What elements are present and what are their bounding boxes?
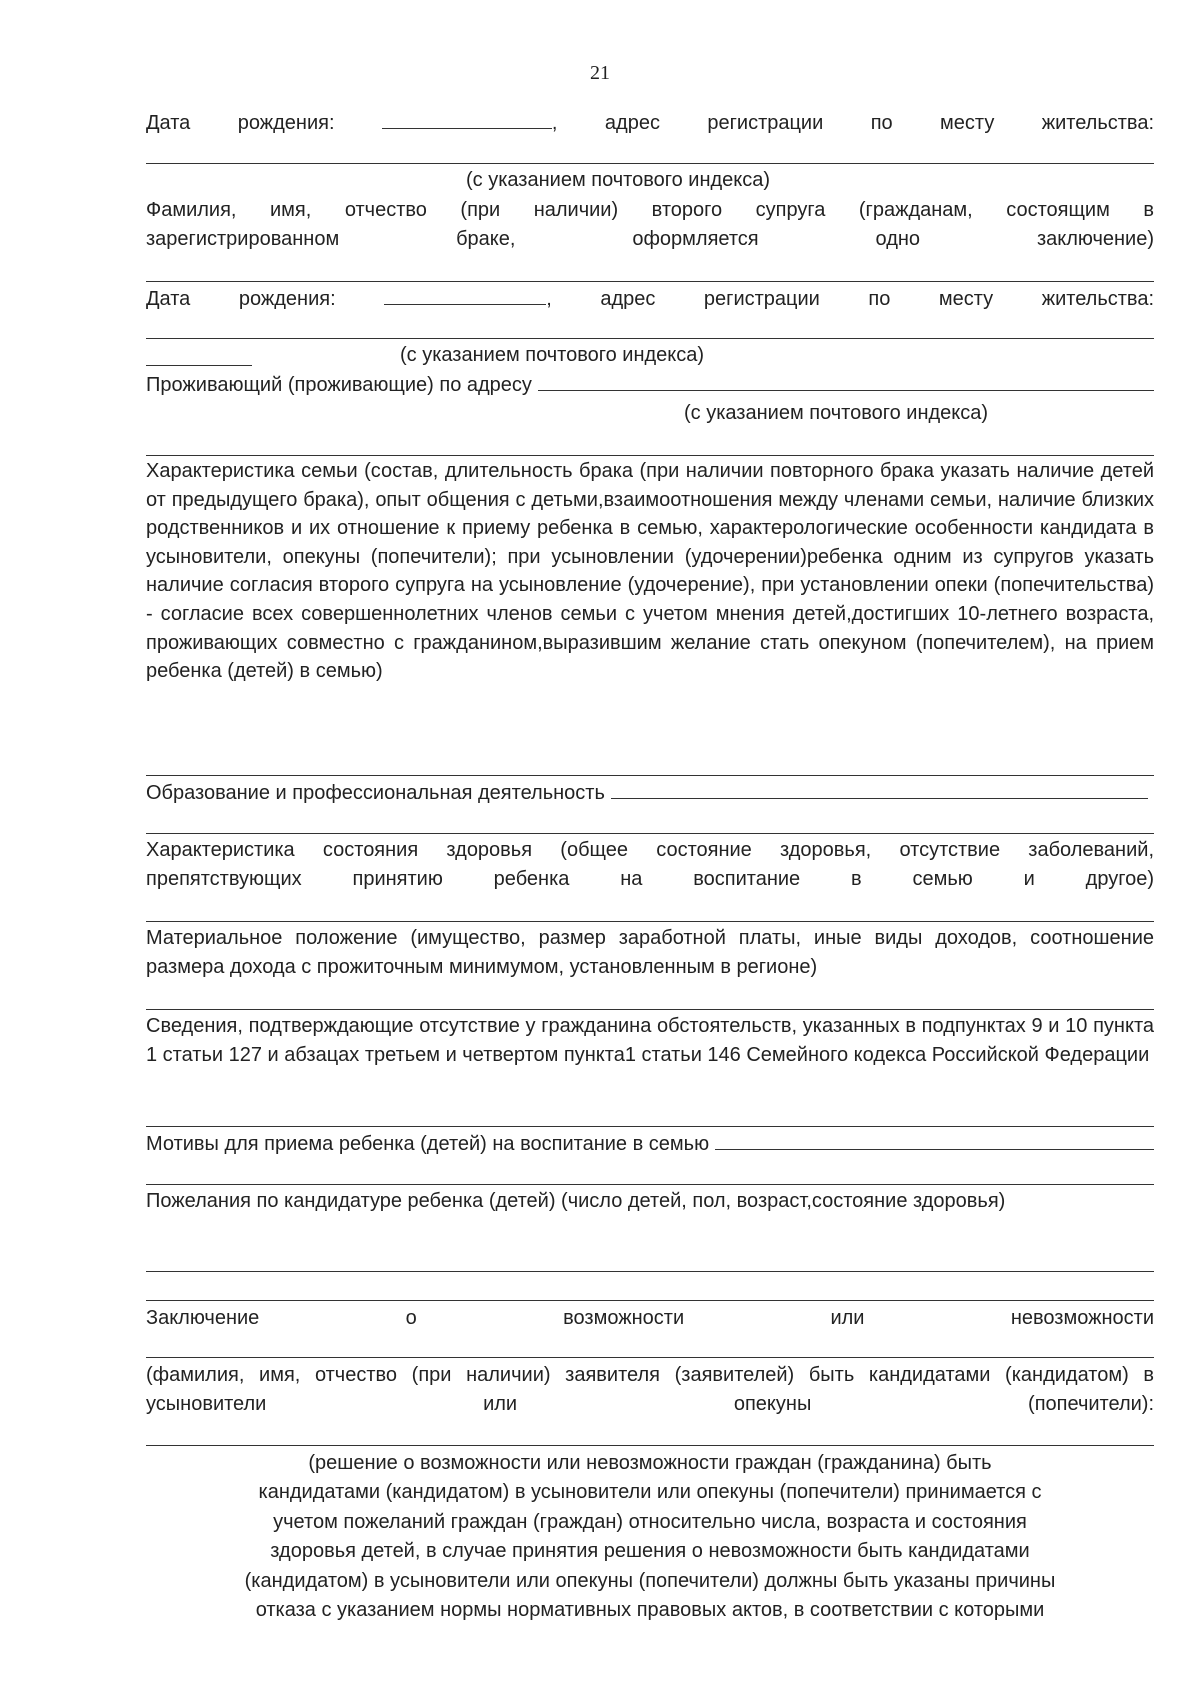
comma: , xyxy=(551,112,558,134)
health-field-line[interactable] xyxy=(146,921,1154,922)
spouse-birth-address-row xyxy=(146,284,1154,314)
conclusion-note-line: (решение о возможности или невозможности граждан (гражданина) быть xyxy=(308,1452,992,1474)
spouse-postal-index-hint: (с указанием почтового индекса) xyxy=(400,344,705,366)
applicant-birth-address-row xyxy=(146,108,1154,138)
education-label: Образование и профессиональная деятельность xyxy=(146,782,605,804)
conclusion-note-line: отказа с указанием нормы нормативных правовых актов, в соответствии с которыми xyxy=(255,1599,1045,1622)
residence-row xyxy=(146,370,1154,400)
education-field[interactable] xyxy=(611,778,1148,799)
conclusion-note-line: (кандидатом) в усыновители или опекуны (попечители) должны быть указаны причины xyxy=(244,1569,1056,1592)
motives-label: Мотивы для приема ребенка (детей) на воспитание в семью xyxy=(146,1133,710,1155)
circumstances-text: Сведения, подтверждающие отсутствие у гражданина обстоятельств, указанных в подпунктах 9 и 10 пункта 1 статьи 127 и абзацах третьем и четвертом пункта1 статьи 146 Семейного кодекса Российской Федерации xyxy=(146,1015,1154,1066)
conclusion-fio-text: (фамилия, имя, отчество (при наличии) заявителя (заявителей) быть кандидатами (кандидатом) в усыновители или опекуны (попечители): xyxy=(146,1364,1154,1415)
spouse-birth-date-field[interactable] xyxy=(384,284,546,305)
spouse-address-short-line[interactable] xyxy=(146,365,252,366)
education-field-line[interactable] xyxy=(146,833,1154,834)
material-field-line[interactable] xyxy=(146,1009,1154,1010)
birth-date-label: Дата рождения: xyxy=(146,112,335,134)
residence-field[interactable] xyxy=(538,370,1154,391)
residence-index-hint: (с указанием почтового индекса) xyxy=(684,402,989,424)
conclusion-note-line: кандидатами (кандидатом) в усыновители или опекуны (попечители) принимается с xyxy=(258,1481,1042,1504)
residence-field-line[interactable] xyxy=(146,455,1154,456)
health-text: Характеристика состояния здоровья (общее состояние здоровья, отсутствие заболеваний, препятствующих принятию ребенка на воспитание в семью и другое) xyxy=(146,839,1154,890)
birth-date-label: Дата рождения: xyxy=(146,288,336,310)
postal-index-hint: (с указанием почтового индекса) xyxy=(466,169,771,191)
motives-field-line[interactable] xyxy=(146,1184,1154,1185)
conclusion-fio-field-line[interactable] xyxy=(146,1445,1154,1446)
spouse-name-field-line[interactable] xyxy=(146,281,1154,282)
circumstances-field-line[interactable] xyxy=(146,1126,1154,1127)
conclusion-title: Заключение о возможности или невозможности xyxy=(146,1307,1154,1329)
spouse-address-field-line[interactable] xyxy=(146,338,1154,339)
conclusion-note-line: здоровья детей, в случае принятия решения о невозможности быть кандидатами xyxy=(270,1540,1030,1563)
family-characteristic-text: Характеристика семьи (состав, длительность брака (при наличии повторного брака указать наличие детей от предыдущего брака), опыт общения с детьми,взаимоотношения между членами семьи, наличие близких родственников и их отношение к приему ребенка в семью, характерологические особенности кандидата в усыновители, опекуны (попечители); при усыновлении (удочерении)ребенка одним из супругов указать наличие согласия второго супруга на усыновление (удочерение), при установлении опеки (попечительства) - согласие всех совершеннолетних членов семьи с учетом мнения детей,достигших 10-летнего возраста, проживающих совместно с гражданином,выразившим желание стать опекуном (попечителем), на прием ребенка (детей) в семью) xyxy=(146,460,1154,683)
education-row xyxy=(146,778,1154,808)
comma: , xyxy=(546,288,552,310)
birth-date-field[interactable] xyxy=(382,108,552,129)
motives-row xyxy=(146,1129,1154,1159)
address-label: адрес регистрации по месту жительства: xyxy=(604,112,1155,134)
page-number: 21 xyxy=(590,62,610,84)
spouse-heading-line2: зарегистрированном браке, оформляется одно заключение) xyxy=(146,228,1154,250)
spouse-heading-line1: Фамилия, имя, отчество (при наличии) второго супруга (гражданам, состоящим в xyxy=(146,199,1154,221)
motives-field[interactable] xyxy=(715,1129,1154,1150)
conclusion-note-line: учетом пожеланий граждан (граждан) относительно числа, возраста и состояния xyxy=(273,1510,1027,1533)
address-label: адрес регистрации по месту жительства: xyxy=(600,288,1154,310)
wishes-text: Пожелания по кандидатуре ребенка (детей) (число детей, пол, возраст,состояние здоровья) xyxy=(146,1190,1006,1212)
residence-label: Проживающий (проживающие) по адресу xyxy=(146,374,532,396)
family-field-line[interactable] xyxy=(146,775,1154,776)
wishes-field-line[interactable] xyxy=(146,1271,1154,1272)
address-field-line[interactable] xyxy=(146,163,1154,164)
conclusion-field-line[interactable] xyxy=(146,1357,1154,1358)
wishes-field-line-2[interactable] xyxy=(146,1300,1154,1301)
material-text: Материальное положение (имущество, размер заработной платы, иные виды доходов, соотношение размера дохода с прожиточным минимумом, установленным в регионе) xyxy=(146,927,1154,978)
conclusion-note xyxy=(146,1449,1154,1625)
